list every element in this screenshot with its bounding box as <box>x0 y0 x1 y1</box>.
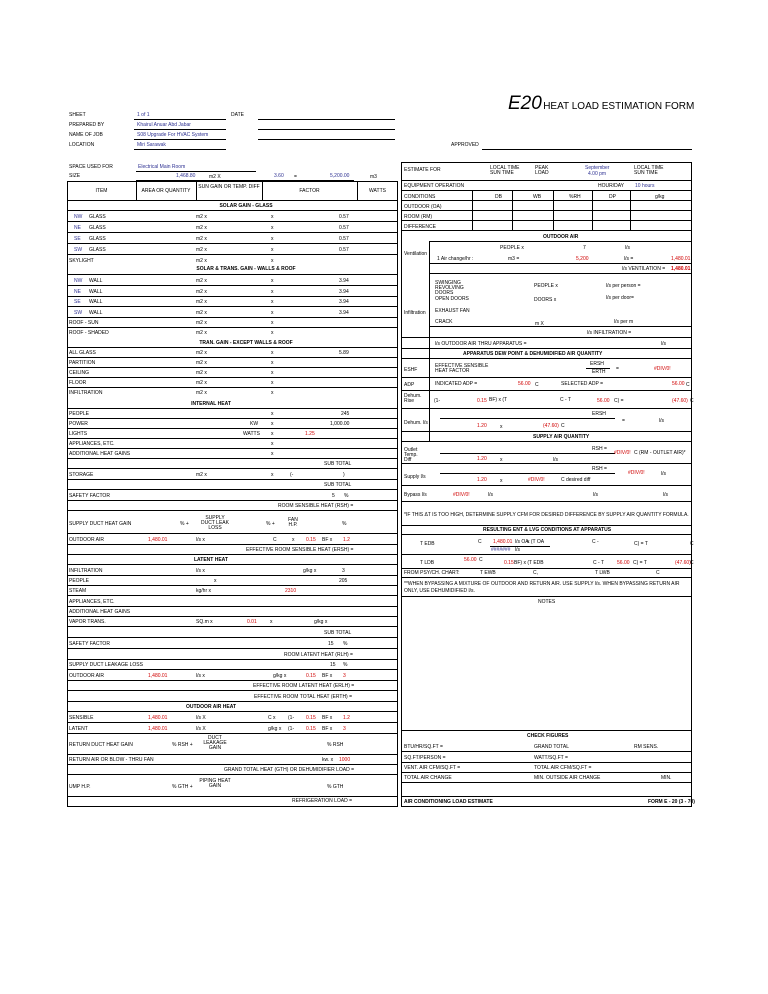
form-name: HEAT LOAD ESTIMATION FORM <box>543 101 695 112</box>
form-number: FORM E - 20 (3 - 70) <box>648 799 695 805</box>
date-label: DATE <box>231 112 244 118</box>
space-label: SPACE USED FOR <box>69 164 113 170</box>
internal-header: INTERNAL HEAT <box>191 401 231 407</box>
sub-total-label: SUB TOTAL <box>324 461 352 467</box>
rlh-label: ROOM LATENT HEAT (RLH) = <box>284 652 353 658</box>
ac-load-label: AIR CONDITIONING LOAD ESTIMATE <box>404 799 493 805</box>
supply-air-header: SUPPLY AIR QUANTITY <box>533 434 590 440</box>
size-label: SIZE <box>69 173 81 179</box>
sheet-label: SHEET <box>69 112 86 118</box>
col-watts: WATTS <box>369 188 386 194</box>
gth-label: GRAND TOTAL HEAT (GTH) OR DEHUMIDIFIER LOAD = <box>224 767 355 773</box>
col-factor: FACTOR <box>299 188 320 194</box>
solar-walls-header: SOLAR & TRANS. GAIN - WALLS & ROOF <box>196 266 296 272</box>
rsh-label: ROOM SENSIBLE HEAT (RSH) = <box>278 503 354 509</box>
size-volume: 5,200.00 <box>330 173 350 179</box>
outdoor-air-header: OUTDOOR AIR <box>543 234 579 240</box>
note-2: **WHEN BYPASSING A MIXTURE OF OUTDOOR AND RETURN AIR. USE SUPPLY l/s. WHEN BYPASSING RETURN AIR ONLY, USE DEHUMIDIFIED l/s. <box>404 581 680 594</box>
size-eq: = <box>294 174 297 180</box>
size-area: 1,468.80 <box>176 173 196 179</box>
size-m2x: m2 X <box>209 174 221 180</box>
location-value: Miri Sarawak <box>137 142 166 148</box>
oa-heat-header: OUTDOOR AIR HEAT <box>186 704 236 710</box>
job-label: NAME OF JOB <box>69 132 103 138</box>
erth-label: EFFECTIVE ROOM TOTAL HEAT (ERTH) = <box>254 694 353 700</box>
form-title <box>508 94 694 113</box>
solar-glass-header: SOLAR GAIN - GLASS <box>219 203 273 209</box>
location-label: LOCATION <box>69 142 95 148</box>
form-code: E20 <box>508 93 542 114</box>
note-1: *IF THIS ΔT IS TOO HIGH, DETERMINE SUPPLY CFM FOR DESIRED DIFFERENCE BY SUPPLY AIR QUANTITY FORMULA. <box>404 512 689 518</box>
resulting-header: RESULTING ENT & LVG CONDITIONS AT APPARATUS <box>483 527 612 533</box>
apparatus-header: APPARATUS DEW POINT & DEHUMIDIFIED AIR QUANTITY <box>463 351 603 357</box>
notes-label: NOTES <box>538 599 556 605</box>
size-height: 3.60 <box>274 173 284 179</box>
prepared-value: Khairul Anuar Abd Jabar <box>137 122 191 128</box>
prepared-label: PREPARED BY <box>69 122 105 128</box>
erlh-label: EFFECTIVE ROOM LATENT HEAT (ERLH) = <box>253 683 355 689</box>
check-header: CHECK FIGURES <box>527 733 569 739</box>
space-value: Electrical Main Room <box>138 164 186 170</box>
ersh-label: EFFECTIVE ROOM SENSIBLE HEAT (ERSH) = <box>246 547 354 553</box>
sheet-value: 1 of 1 <box>137 112 150 118</box>
approved-label: APPROVED <box>451 142 479 148</box>
tran-gain-header: TRAN. GAIN - EXCEPT WALLS & ROOF <box>199 340 293 346</box>
job-value: S08 Upgrade For HVAC System <box>137 132 209 138</box>
size-m3: m3 <box>370 174 377 180</box>
latent-header: LATENT HEAT <box>194 557 228 563</box>
col-area: AREA OR QUANTITY <box>141 188 191 194</box>
col-sun: SUN GAIN OR TEMP. DIFF <box>198 184 260 190</box>
refr-label: REFRIGERATION LOAD = <box>292 798 353 804</box>
col-item: ITEM <box>95 188 108 194</box>
